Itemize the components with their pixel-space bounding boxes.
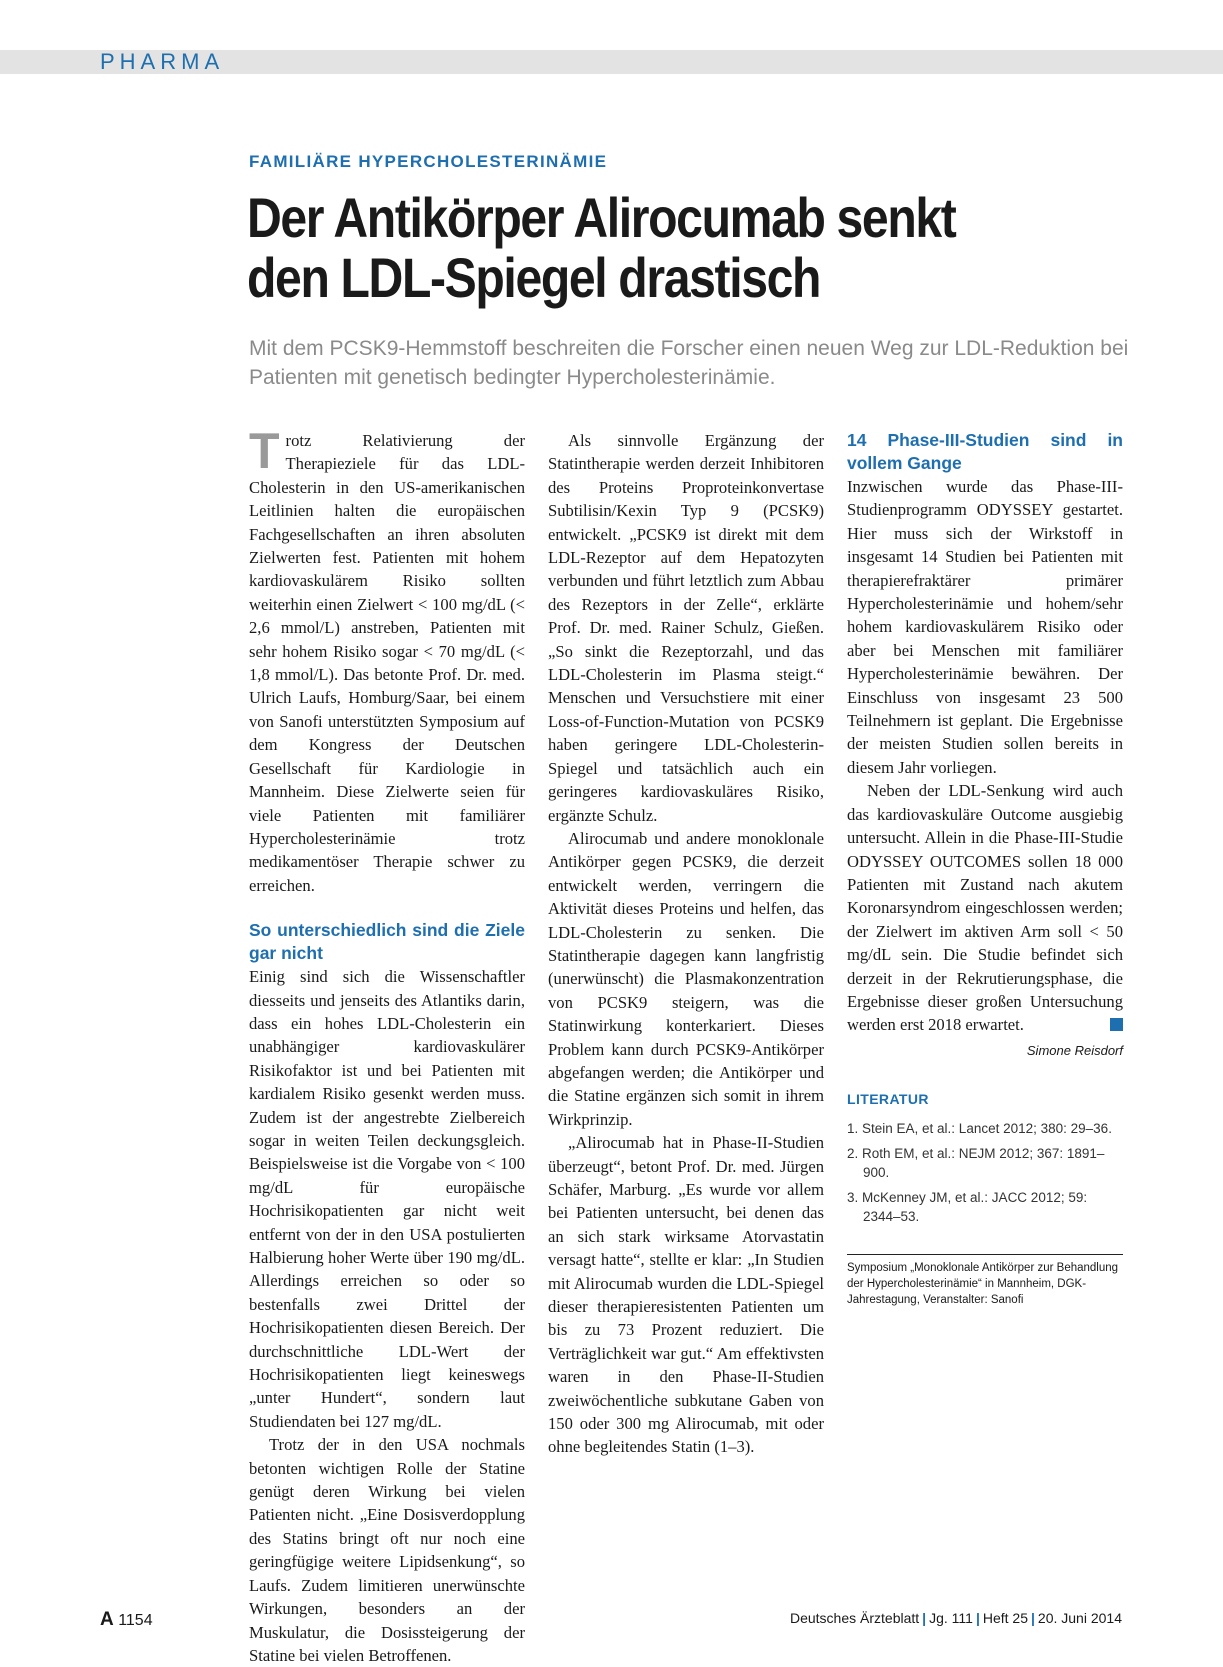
- paragraph-8: [847, 779, 1123, 1036]
- literature-item: 2. Roth EM, et al.: NEJM 2012; 367: 1891–900.: [847, 1146, 1105, 1180]
- column-2-content: [548, 429, 824, 1459]
- paragraph-2: Einig sind sich die Wissenschaftler diesseits und jenseits des Atlantiks darin, dass ein hohes LDL-Cholesterin ein unabhängiger kardiovaskulärer Risikofaktor ist und bei Patienten mit kardialem Risiko gesenkt werden muss. Zudem ist der angestrebte Zielbereich sogar in weiten Teilen deckungsgleich. Beispielsweise ist die Vorgabe von < 100 mg/dL für europäische Hochrisikopatienten gar nicht weit entfernt von der in den USA postulierten Halbierung hoher Werte über 190 mg/dL. Allerdings erreichen so oder so bestenfalls zwei Drittel der Hochrisikopatienten diesen Bereich. Der durchschnittliche LDL-Wert der Hochrisikopatienten liegt keineswegs „unter Hundert“, sondern laut Studiendaten bei 127 mg/dL.: [249, 967, 525, 1431]
- paragraph-intro: [249, 423, 525, 897]
- footer-separator: |: [922, 1610, 927, 1626]
- paragraph-6: „Alirocumab hat in Phase-II-Studien überzeugt“, betont Prof. Dr. med. Jürgen Schäfer, Marburg. „Es wurde vor allem bei Patienten untersucht, bei denen das an sich stark wirksame Atorvastatin versagt hatte“, stellte er klar: „In Studien mit Alirocumab wurden die LDL-Spiegel dieser therapieresistenten Patienten um bis zu 73 Prozent reduziert. Die Verträglichkeit war gut.“ Am effektivsten waren in den Phase-II-Studien zweiwöchentliche subkutane Gaben von 150 oder 300 mg Alirocumab, mit oder ohne begleitendes Statin (1–3).: [548, 1133, 824, 1457]
- journal-date: 20. Juni 2014: [1037, 1610, 1122, 1626]
- paragraph-8-text: Neben der LDL-Senkung wird auch das kardiovaskuläre Outcome ausgiebig untersucht. Allein in die Phase-III-Studie ODYSSEY OUTCOMES sollen 18 000 Patienten mit Zustand nach akutem Koronarsyndrom eingeschlossen werden; der Zielwert im aktiven Arm soll < 50 mg/dL sein. Die Studie befindet sich derzeit in der Rekrutierungsphase, die Ergebnisse dieser großen Untersuchung werden erst 2018 erwartet.: [847, 781, 1123, 1035]
- article-title: Der Antikörper Alirocumab senkt den LDL-Spiegel drastisch: [247, 186, 956, 309]
- author: Simone Reisdorf: [1026, 1042, 1123, 1058]
- page-prefix: A: [100, 1609, 114, 1630]
- symposium-note: Symposium „Monoklonale Antikörper zur Behandlung der Hypercholesterinämie“ in Mannheim, DGK-Jahrestagung, Veranstalter: Sanofi: [847, 1254, 1123, 1308]
- page-number: [100, 1609, 153, 1631]
- article-subtitle: Mit dem PCSK9-Hemmstoff beschreiten die Forscher einen neuen Weg zur LDL-Reduktion bei Patienten mit genetisch bedingter Hypercholesterinämie.: [249, 337, 1129, 389]
- journal-name: Deutsches Ärzteblatt: [789, 1610, 920, 1626]
- article-kicker: FAMILIÄRE HYPERCHOLESTERINÄMIE: [249, 152, 608, 171]
- footer-separator: |: [1031, 1610, 1035, 1626]
- literature-list: [847, 1120, 1123, 1227]
- journal-issue: Heft 25: [982, 1610, 1028, 1626]
- section-label: PHARMA: [100, 49, 225, 74]
- literature-item: 1. Stein EA, et al.: Lancet 2012; 380: 29–36.: [847, 1120, 1112, 1136]
- drop-cap: T: [249, 423, 280, 479]
- literature-heading: LITERATUR: [847, 1091, 929, 1108]
- paragraph-intro-text: rotz Relativierung der Therapieziele für das LDL-Cholesterin in den US-amerikanischen Leitlinien halten die europäischen Fachgesellschaften an ihren absoluten Zielwerten fest. Patienten mit hohem kardiovaskulärem Risiko sollten weiterhin einen Zielwert < 100 mg/dL (< 2,6 mmol/L) anstreben, Patienten mit sehr hohem Risiko sogar < 70 mg/dL (< 1,8 mmol/L). Das betonte Prof. Dr. med. Ulrich Laufs, Homburg/Saar, bei einem von Sanofi unterstützten Symposium auf dem Kongress der Deutschen Gesellschaft für Kardiologie in Mannheim. Diese Zielwerte seien für viele Patienten mit familiärer Hypercholesterinämie trotz medikamentöser Therapie schwer zu erreichen.: [249, 431, 525, 895]
- paragraph-3: Trotz der in den USA nochmals betonten wichtigen Rolle der Statine genügt deren Wirkung bei vielen Patienten nicht. „Eine Dosisverdopplung des Statins bringt oft nur noch eine geringfügige weitere Lipidsenkung“, so Laufs. Zudem limitieren unerwünschte Wirkungen, besonders an der Muskulatur, die Dosissteigerung der Statine bei vielen Betroffenen.: [249, 1435, 525, 1665]
- subheading-1: So unterschiedlich sind die Ziele gar nicht: [249, 920, 525, 964]
- paragraph-7: Inzwischen wurde das Phase-III-Studienprogramm ODYSSEY gestartet. Hier muss sich der Wirkstoff in insgesamt 14 Studien bei Patienten mit therapierefraktärer primärer Hypercholesterinämie und hohem/sehr hohem kardiovaskulärem Risiko oder aber bei Menschen mit familiärer Hypercholesterinämie bewähren. Der Einschluss von insgesamt 23 500 Teilnehmern ist geplant. Die Ergebnisse der meisten Studien sollen bereits in diesem Jahr vorliegen.: [847, 477, 1123, 777]
- column-3: [847, 429, 1123, 1308]
- paragraph-4: Als sinnvolle Ergänzung der Statintherapie werden derzeit Inhibitoren des Proteins Proproteinkonvertase Subtilisin/Kexin Typ 9 (PCSK9) entwickelt. „PCSK9 ist direkt mit dem LDL-Rezeptor auf dem Hepatozyten verbunden und führt letztlich zum Abbau des Rezeptors in der Zelle“, erklärte Prof. Dr. med. Rainer Schulz, Gießen. „So sinkt die Rezeptorzahl, und das LDL-Cholesterin im Plasma steigt.“ Menschen und Versuchstiere mit einer Loss-of-Function-Mutation von PCSK9 haben geringere LDL-Cholesterin-Spiegel und tatsächlich auch ein geringeres kardiovaskuläres Risiko, ergänzte Schulz.: [548, 431, 824, 825]
- journal-footer: [790, 1610, 1122, 1626]
- end-mark-icon: [1110, 1018, 1123, 1031]
- literature-item: 3. McKenney JM, et al.: JACC 2012; 59: 2344–53.: [847, 1190, 1088, 1224]
- page-number-value: 1154: [118, 1612, 153, 1629]
- subheading-2: 14 Phase-III-Studien sind in vollem Gange: [847, 430, 1123, 473]
- footer-separator: |: [975, 1610, 980, 1626]
- journal-volume: Jg. 111: [929, 1610, 973, 1626]
- column-1: [249, 423, 525, 1667]
- paragraph-5: Alirocumab und andere monoklonale Antikörper gegen PCSK9, die derzeit entwickelt werden, verringern die Aktivität dieses Proteins und helfen, das LDL-Cholesterin zu senken. Die Statintherapie dagegen kann langfristig (unerwünscht) die Plasmakonzentration von PCSK9 steigern, was die Statinwirkung konterkariert. Dieses Problem kann durch PCSK9-Antikörper abgefangen werden; die Antikörper und die Statine ergänzen sich somit in ihrem Wirkprinzip.: [548, 828, 824, 1129]
